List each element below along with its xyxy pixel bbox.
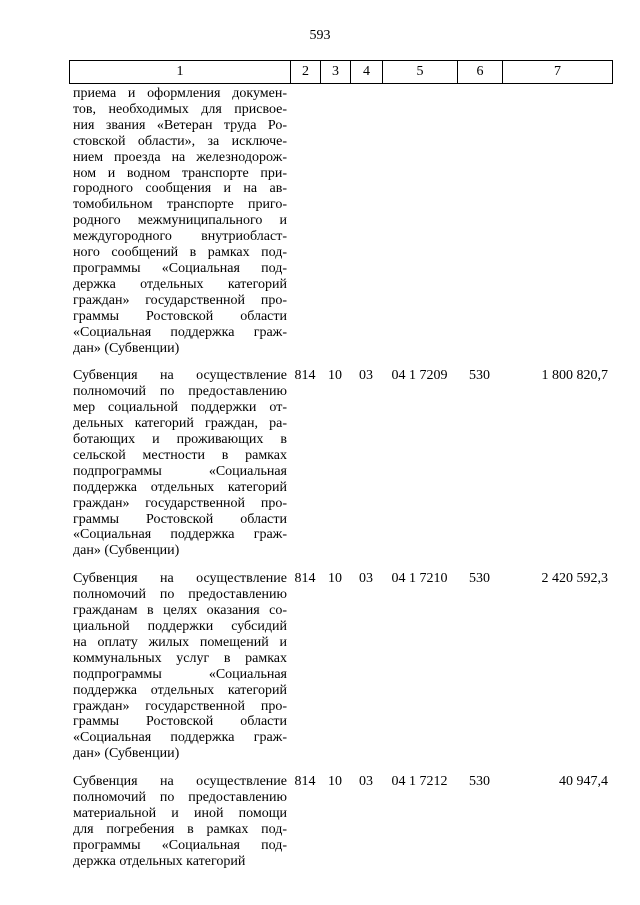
description-line: томобильном транспорте приго- xyxy=(73,197,287,213)
description-line: программы «Социальная под- xyxy=(73,837,287,853)
description-line: на оплату жилых помещений и xyxy=(73,634,287,650)
expense-type-code: 530 xyxy=(469,774,490,790)
header-col-7: 7 xyxy=(503,61,613,84)
header-row xyxy=(70,61,613,84)
section-code xyxy=(320,86,350,368)
description-line: программы «Социальная под- xyxy=(73,260,287,276)
description-line: родного межмуниципального и xyxy=(73,213,287,229)
description-line: дельных категорий граждан, ра- xyxy=(73,416,287,432)
description-line: Субвенция на осуществление xyxy=(73,571,287,587)
budget-table-body xyxy=(69,86,612,870)
description-line: дан» (Субвенции) xyxy=(73,543,180,559)
amount-value: 40 947,4 xyxy=(559,774,608,790)
description-line: граждан» государственной про- xyxy=(73,292,287,308)
header-col-1: 1 xyxy=(70,61,291,84)
target-article-code: 04 1 7212 xyxy=(391,774,448,790)
description-line: граждан» государственной про- xyxy=(73,495,287,511)
description-line: граждан» государственной про- xyxy=(73,698,287,714)
subsection-code xyxy=(350,86,382,368)
subsection-code: 03 xyxy=(359,368,373,384)
expense-type-code: 530 xyxy=(469,571,490,587)
description-line: дан» (Субвенции) xyxy=(73,746,180,762)
description-line: Субвенция на осуществление xyxy=(73,368,287,384)
description-line: циальной поддержки субсидий xyxy=(73,619,287,634)
description-line: держка отдельных категорий xyxy=(73,276,287,292)
section-code: 10 xyxy=(328,368,342,384)
budget-table xyxy=(69,86,612,870)
description-line: «Социальная поддержка граж- xyxy=(73,324,287,340)
table-row xyxy=(69,368,612,571)
ministry-code: 814 xyxy=(294,368,316,384)
table-row xyxy=(69,86,612,368)
target-article-code xyxy=(382,86,457,368)
header-col-2: 2 xyxy=(291,61,321,84)
table-row xyxy=(69,571,612,774)
ministry-code: 814 xyxy=(294,571,316,587)
description-line: коммунальных услуг в рамках xyxy=(73,650,287,666)
subsection-code: 03 xyxy=(359,571,373,587)
target-article-code: 04 1 7210 xyxy=(391,571,448,587)
description-line: подпрограммы «Социальная xyxy=(73,463,287,479)
description-line: гражданам в целях оказания со- xyxy=(73,603,287,619)
row-description xyxy=(69,571,290,774)
header-col-3: 3 xyxy=(321,61,351,84)
header-col-5: 5 xyxy=(383,61,458,84)
target-article-code: 04 1 7209 xyxy=(391,368,448,384)
description-line: мер социальной поддержки от- xyxy=(73,400,287,416)
description-line: тов, необходимых для присвое- xyxy=(73,101,287,117)
description-line: нием проезда на железнодорож- xyxy=(73,149,287,165)
description-line: граммы Ростовской области xyxy=(73,714,287,730)
section-code: 10 xyxy=(328,571,342,587)
description-line: сельской местности в рамках xyxy=(73,447,287,463)
description-line: стовской области», за исключе- xyxy=(73,133,287,149)
description-line: «Социальная поддержка граж- xyxy=(73,527,287,543)
description-line: междугородного внутриобласт- xyxy=(73,229,287,245)
description-line: полномочий по предоставлению xyxy=(73,384,287,400)
row-description xyxy=(69,86,290,368)
description-line: материальной и иной помощи xyxy=(73,805,287,821)
description-line: подпрограммы «Социальная xyxy=(73,666,287,682)
amount-value: 2 420 592,3 xyxy=(541,571,608,587)
row-description xyxy=(69,774,290,869)
expense-type-code xyxy=(457,86,502,368)
page-number: 593 xyxy=(309,28,331,43)
ministry-code: 814 xyxy=(294,774,316,790)
section-code: 10 xyxy=(328,774,342,790)
description-line: граммы Ростовской области xyxy=(73,308,287,324)
description-line: дан» (Субвенции) xyxy=(73,340,180,356)
row-description xyxy=(69,368,290,571)
description-line: городного сообщения и на ав- xyxy=(73,181,287,197)
description-line: приема и оформления докумен- xyxy=(73,86,287,101)
description-line: полномочий по предоставлению xyxy=(73,587,287,603)
description-line: ного сообщений в рамках под- xyxy=(73,245,287,261)
description-line: поддержка отдельных категорий xyxy=(73,682,287,698)
amount-value: 1 800 820,7 xyxy=(541,368,608,384)
description-line: поддержка отдельных категорий xyxy=(73,479,287,495)
column-header-table xyxy=(69,60,613,84)
description-line: «Социальная поддержка граж- xyxy=(73,730,287,746)
table-row xyxy=(69,774,612,869)
header-col-4: 4 xyxy=(351,61,383,84)
description-line: для погребения в рамках под- xyxy=(73,821,287,837)
description-line: ном и водном транспорте при- xyxy=(73,165,287,181)
header-col-6: 6 xyxy=(458,61,503,84)
description-line: полномочий по предоставлению xyxy=(73,790,287,806)
expense-type-code: 530 xyxy=(469,368,490,384)
amount-value xyxy=(502,86,612,368)
description-line: граммы Ростовской области xyxy=(73,511,287,527)
description-line: ботающих и проживающих в xyxy=(73,432,287,448)
subsection-code: 03 xyxy=(359,774,373,790)
description-line: Субвенция на осуществление xyxy=(73,774,287,790)
description-line: ния звания «Ветеран труда Ро- xyxy=(73,117,287,133)
description-line: держка отдельных категорий xyxy=(73,853,246,869)
ministry-code xyxy=(290,86,320,368)
